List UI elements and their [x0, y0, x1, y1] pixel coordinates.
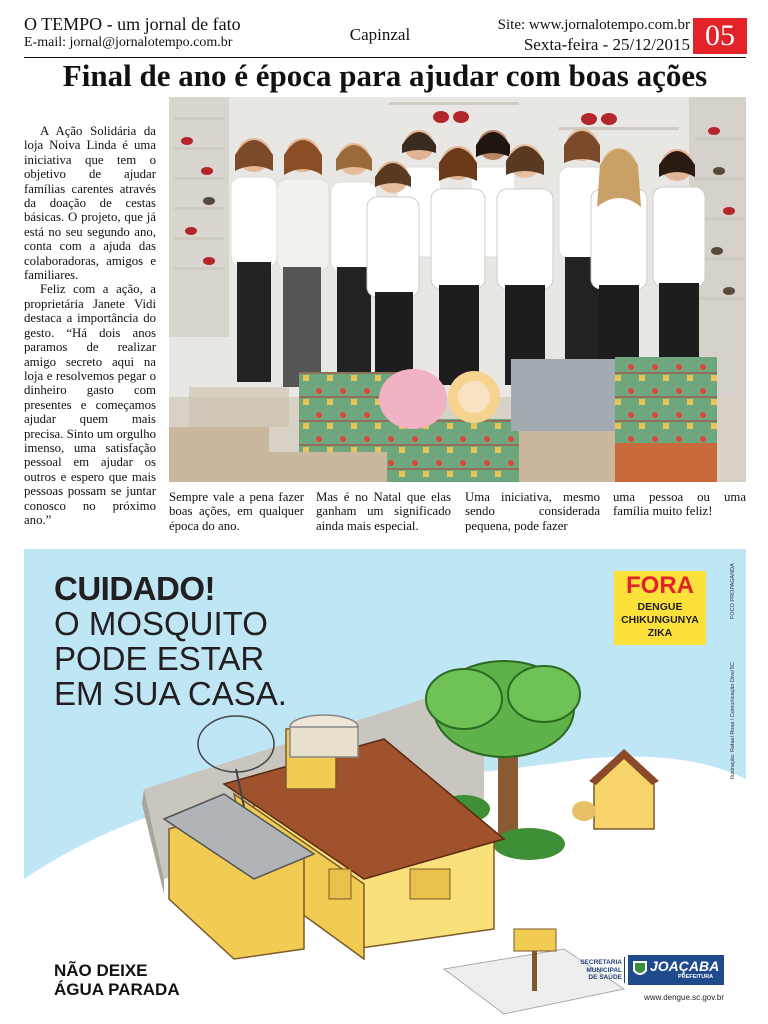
article-paragraph: Sempre vale a pena fazer boas ações, em qualquer época do ano. [169, 490, 304, 533]
ad-slogan-line: ÁGUA PARADA [54, 980, 180, 999]
article-bottom-column [169, 490, 304, 533]
article-headline: Final de ano é época para ajudar com boas ações [62, 58, 708, 93]
article-bottom-column [316, 490, 451, 533]
dengue-site: www.dengue.sc.gov.br [644, 993, 724, 1002]
secretaria-saude [580, 959, 622, 982]
ad-slogan-line: NÃO DEIXE [54, 961, 148, 980]
prefeitura-name: JOAÇABA [650, 958, 720, 974]
dengue-ad [24, 549, 746, 1016]
section-city: Capinzal [349, 25, 411, 44]
secretaria-line: SECRETARIA [580, 959, 622, 966]
ad-title-bold: CUIDADO! [54, 570, 215, 607]
article-bottom-column [613, 490, 746, 519]
secretaria-line: DE SAÚDE [588, 974, 622, 981]
fora-line: ZIKA [647, 627, 673, 639]
ad-title-line: EM SUA CASA. [54, 675, 287, 712]
fora-line: DENGUE [637, 601, 683, 613]
prefeitura-label: PREFEITURA [678, 974, 714, 980]
fora-title: FORA [626, 572, 694, 599]
logo-divider [624, 957, 625, 983]
article-paragraph: uma pessoa ou uma família muito feliz! [613, 490, 746, 519]
fora-dengue-badge [614, 571, 706, 645]
illustration-credit: Ilustração: Rafael Rosa / Comunicação Dive/SC [730, 661, 736, 779]
page-number-badge: 05 [693, 18, 747, 54]
ad-title-line: O MOSQUITO [54, 605, 268, 642]
secretaria-line: MUNICIPAL [586, 966, 622, 974]
prefeitura-logo [628, 955, 724, 985]
article-left-column [24, 124, 156, 527]
group-photo-illustration [169, 97, 746, 482]
newspaper-email: E-mail: jornal@jornalotempo.com.br [24, 35, 233, 50]
ad-title-line: PODE ESTAR [54, 640, 265, 677]
article-paragraph: Uma iniciativa, mesmo sendo considerada pequena, pode fazer [465, 490, 600, 533]
issue-date: Sexta-feira - 25/12/2015 [523, 35, 690, 54]
agency-credit: FOCO PROPAGANDA [730, 563, 736, 619]
article-paragraph: A Ação Solidária da loja Noiva Linda é uma iniciativa que tem o objetivo de ajudar famílias carentes através da doação de cestas básicas. O projeto, que já está no seu segundo ano, conta com a ajuda das colaboradoras, amigos e familiares. [24, 124, 156, 283]
newspaper-site: Site: www.jornalotempo.com.br [497, 17, 690, 33]
article-bottom-column [465, 490, 600, 533]
fora-line: CHIKUNGUNYA [621, 614, 699, 626]
article-paragraph: Mas é no Natal que elas ganham um significado ainda mais especial. [316, 490, 451, 533]
article-paragraph: Feliz com a ação, a proprietária Janete Vidi destaca a importância do gesto. “Há dois anos paramos de realizar amigo secreto aqui na loja e resolvemos pegar o dinheiro gasto com presentes e começamos ajudar quem mais precisa. Sinto um orgulho imenso, uma satisfação pessoal em ajudar os outros e espero que mais pessoas possam se juntar conosco no próximo ano.” [24, 282, 156, 527]
city-shield-icon [632, 960, 648, 980]
group-photo [169, 97, 746, 482]
newspaper-name: O TEMPO - um jornal de fato [24, 14, 241, 34]
